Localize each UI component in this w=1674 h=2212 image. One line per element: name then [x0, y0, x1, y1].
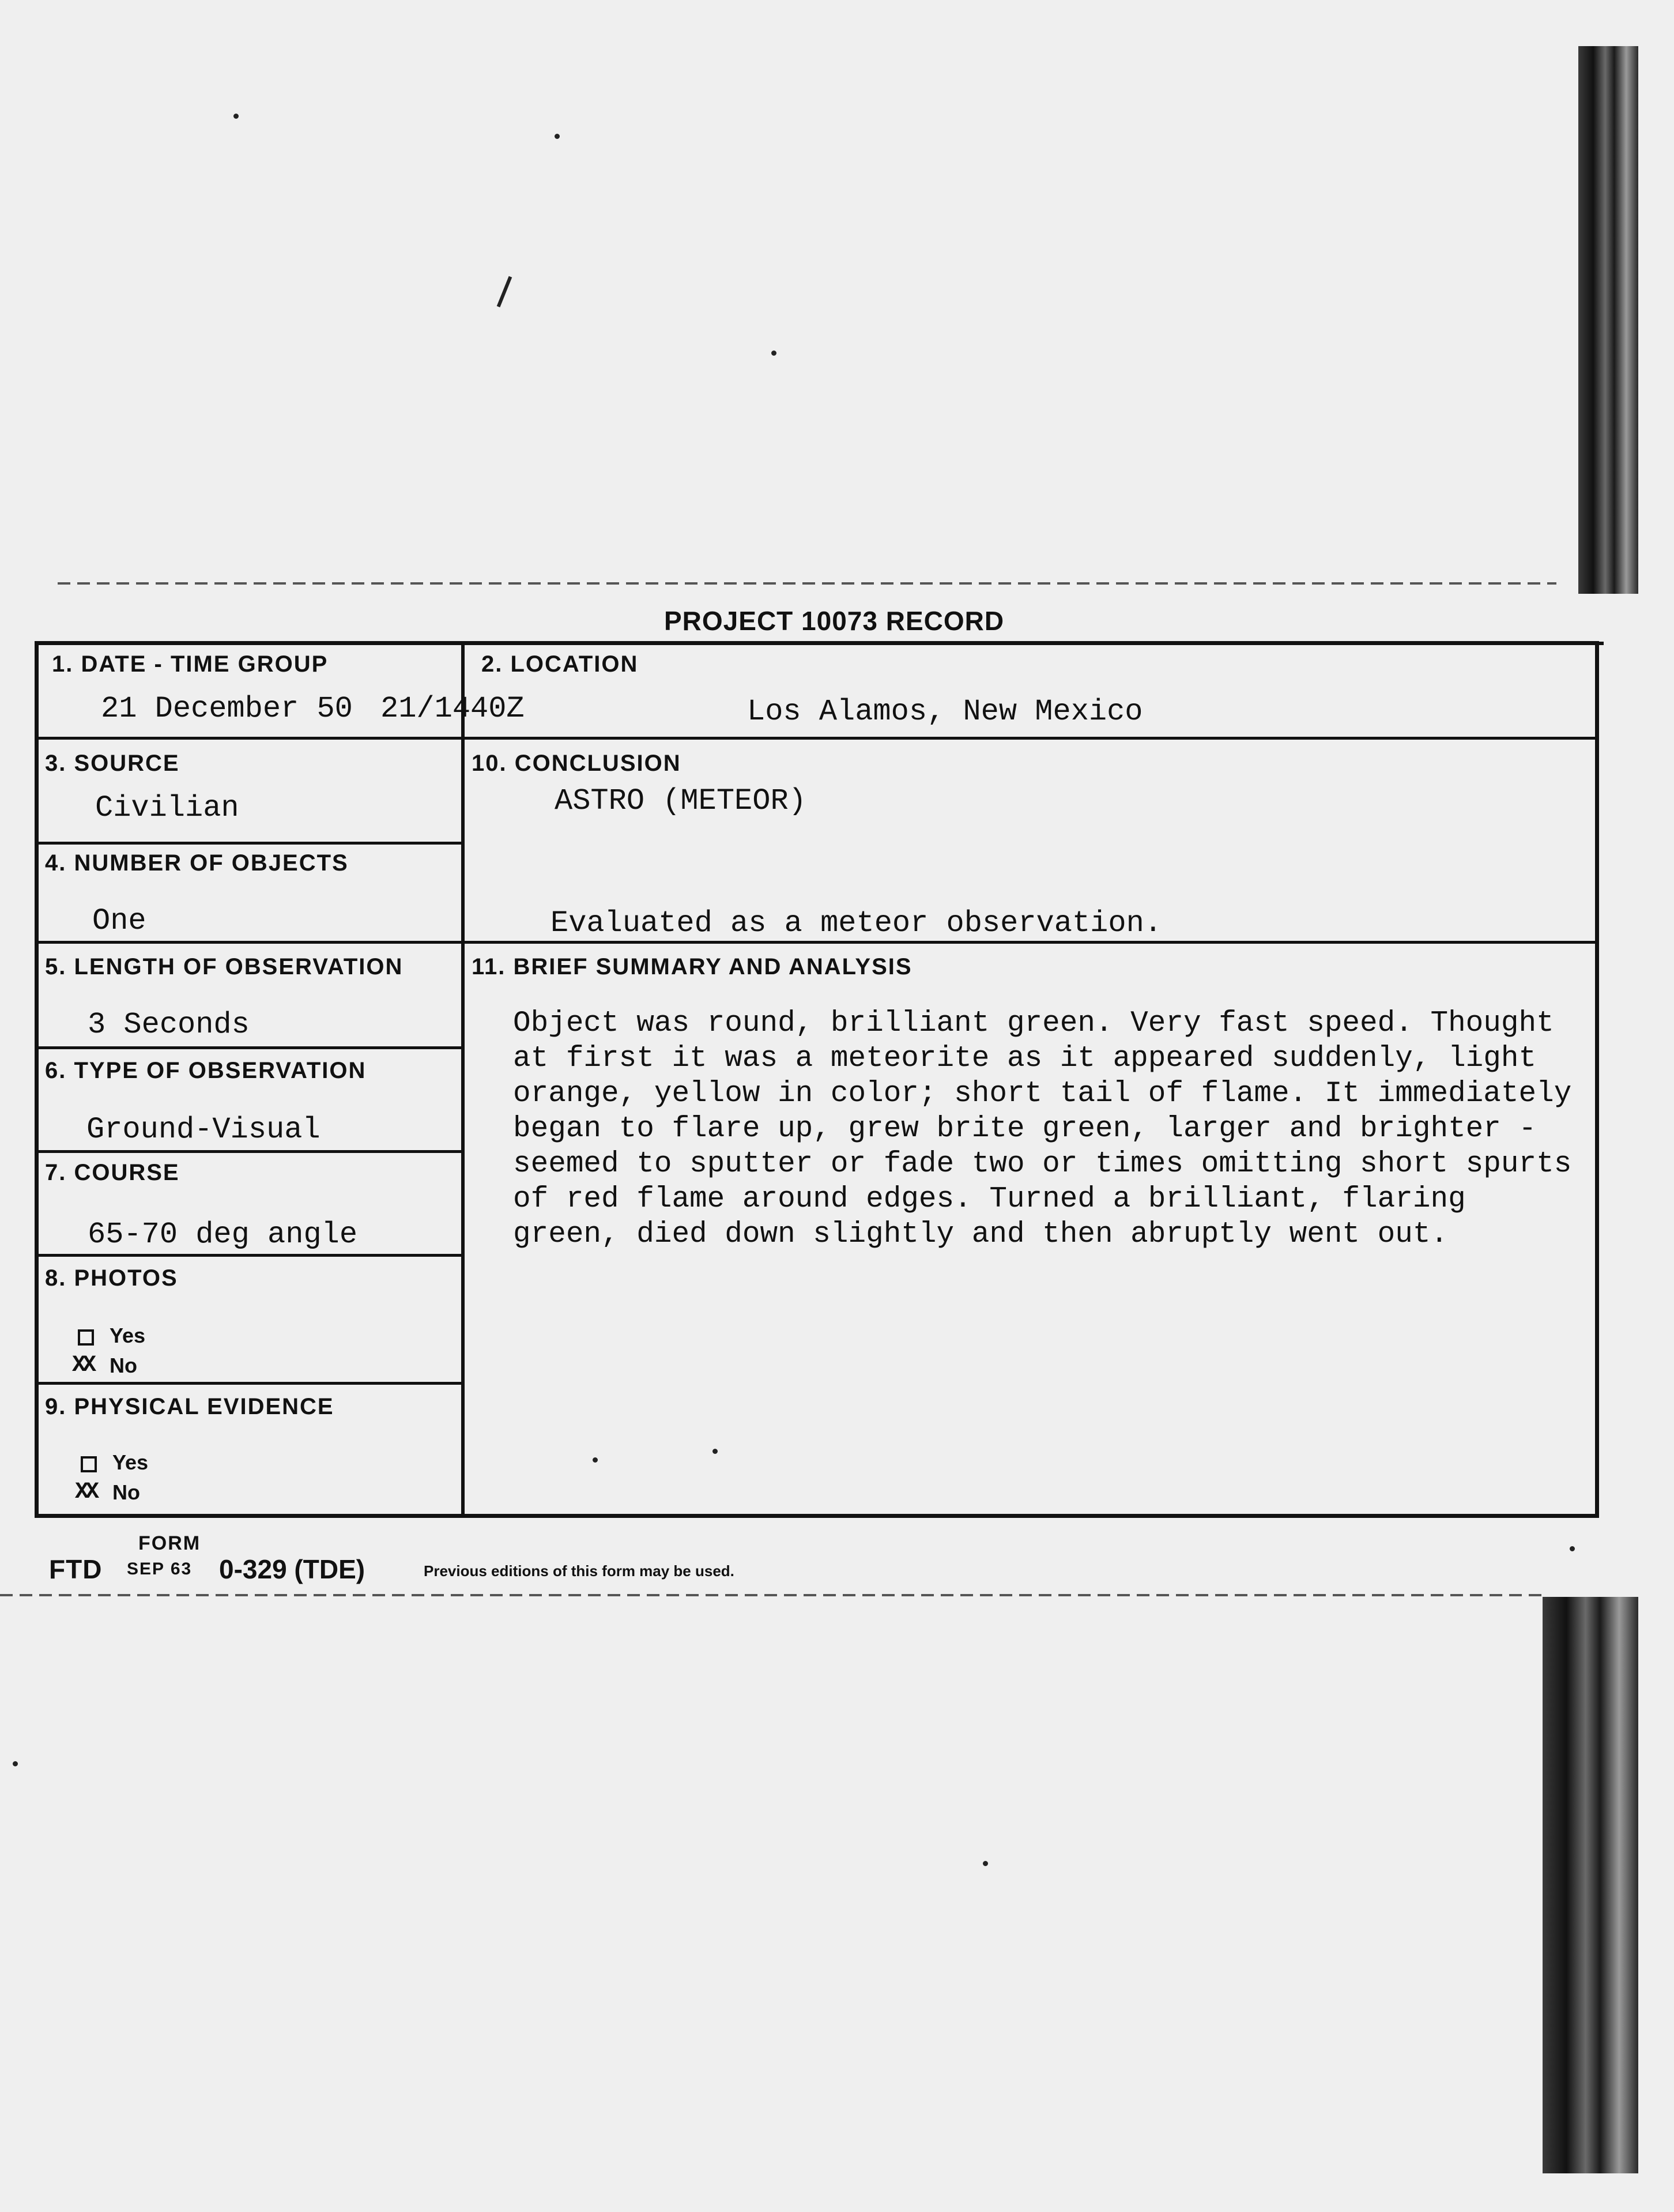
speck [13, 1761, 18, 1766]
rule-left-8 [35, 1382, 463, 1385]
date-value: 21 December 50 [101, 692, 353, 726]
scan-edge-top [1578, 46, 1638, 594]
number-of-objects-label: 4. NUMBER OF OBJECTS [45, 850, 349, 876]
speck [233, 114, 239, 119]
cut-line-bottom [0, 1594, 1545, 1596]
speck [983, 1861, 988, 1866]
rule-left-3 [35, 842, 463, 845]
physical-evidence-label: 9. PHYSICAL EVIDENCE [45, 1394, 334, 1419]
summary-label: 11. BRIEF SUMMARY AND ANALYSIS [472, 954, 913, 979]
footer-date-code: SEP 63 [127, 1559, 193, 1578]
length-of-observation-value: 3 Seconds [88, 1008, 250, 1042]
location-label: 2. LOCATION [481, 651, 639, 677]
conclusion-note: Evaluated as a meteor observation. [551, 906, 1162, 940]
date-time-label: 1. DATE - TIME GROUP [52, 651, 329, 677]
physical-evidence-yes-label: Yes [112, 1450, 149, 1474]
time-value: 21/1440Z [380, 692, 525, 726]
type-of-observation-label: 6. TYPE OF OBSERVATION [45, 1058, 367, 1083]
form-title: PROJECT 10073 RECORD [664, 606, 1005, 636]
scan-edge-bottom [1543, 1597, 1638, 2173]
column-divider [461, 641, 465, 1518]
source-label: 3. SOURCE [45, 751, 180, 776]
summary-line: of red flame around edges. Turned a brilliant, flaring [513, 1183, 1466, 1216]
speck [1570, 1546, 1575, 1551]
physical-evidence-no-label: No [112, 1480, 140, 1504]
photos-label: 8. PHOTOS [45, 1265, 178, 1291]
conclusion-value: ASTRO (METEOR) [555, 784, 806, 818]
course-value: 65-70 deg angle [88, 1218, 358, 1252]
physical-evidence-no-mark[interactable]: XX [75, 1479, 96, 1505]
pen-mark [497, 276, 512, 307]
photos-yes-checkbox[interactable] [78, 1329, 94, 1346]
speck [555, 134, 560, 139]
rule-left-6 [35, 1150, 463, 1153]
rule-left-5 [35, 1046, 463, 1049]
summary-line: Object was round, brilliant green. Very fast speed. Thought [513, 1007, 1554, 1040]
rule-row4 [35, 941, 1599, 944]
rule-row1 [35, 737, 1599, 740]
photos-no-mark[interactable]: XX [72, 1352, 93, 1378]
cut-line-top [58, 582, 1556, 585]
type-of-observation-value: Ground-Visual [86, 1113, 321, 1147]
physical-evidence-yes-checkbox[interactable] [81, 1456, 97, 1472]
photos-yes-label: Yes [110, 1324, 146, 1347]
source-value: Civilian [95, 791, 239, 825]
footer-form-number: 0-329 (TDE) [219, 1554, 365, 1584]
footer-form-word: FORM [138, 1532, 201, 1554]
photos-no-label: No [110, 1354, 137, 1377]
footer-ftd: FTD [49, 1554, 103, 1584]
conclusion-label: 10. CONCLUSION [472, 751, 681, 776]
summary-line: seemed to sputter or fade two or times omitting short spurts [513, 1148, 1572, 1181]
summary-line: green, died down slightly and then abruptly went out. [513, 1218, 1449, 1251]
length-of-observation-label: 5. LENGTH OF OBSERVATION [45, 954, 404, 979]
number-of-objects-value: One [92, 904, 146, 938]
course-label: 7. COURSE [45, 1160, 180, 1185]
summary-text [513, 1006, 1597, 1252]
summary-line: at first it was a meteorite as it appeared suddenly, light [513, 1042, 1537, 1075]
footer-note: Previous editions of this form may be used. [424, 1562, 734, 1580]
location-value: Los Alamos, New Mexico [747, 695, 1143, 729]
speck [771, 351, 776, 356]
rule-left-7 [35, 1254, 463, 1257]
summary-line: began to flare up, grew brite green, larger and brighter - [513, 1113, 1537, 1145]
summary-line: orange, yellow in color; short tail of flame. It immediately [513, 1077, 1572, 1110]
